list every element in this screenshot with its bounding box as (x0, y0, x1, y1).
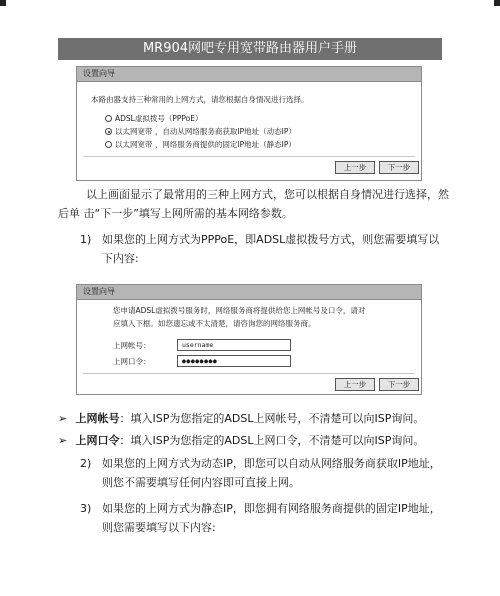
panel-intro-line-2: 应填入下框。如您遗忘或不太清楚，请咨询您的网络服务商。 (113, 319, 316, 328)
bullet-password-text: ：填入ISP为您指定的ADSL上网口令，不清楚可以向ISP询问。 (119, 434, 425, 447)
wizard-panel-connection-type (76, 66, 422, 181)
option-dynamic-ip[interactable] (105, 126, 296, 137)
divider (83, 156, 415, 157)
item-1-number: 1) (80, 233, 92, 246)
item-2-line-2: 则您不需要填写任何内容即可直接上网。 (102, 476, 300, 489)
crop-mark-right (494, 0, 500, 6)
item-2-number: 2) (80, 457, 92, 470)
radio-dynamic-ip[interactable] (105, 128, 112, 135)
item-3-number: 3) (80, 502, 92, 515)
radio-static-ip[interactable] (105, 141, 112, 148)
crop-mark-left (0, 0, 6, 6)
prev-button[interactable]: 上一步 (335, 378, 375, 391)
wizard-panel-pppoe (76, 284, 422, 395)
password-input[interactable]: ●●●●●●●● (177, 355, 291, 367)
paragraph-line-1: 以上画面显示了最常用的三种上网方式，您可以根据自身情况进行选择，然 (86, 188, 449, 201)
paragraph-line-2: 后单 击“下一步”填写上网所需的基本网络参数。 (58, 207, 293, 220)
bullet-password-term: 上网口令 (75, 434, 120, 447)
panel-title: 设置向导 (77, 285, 421, 300)
item-3-line-1: 如果您的上网方式为静态IP，即您拥有网络服务商提供的固定IP地址， (102, 502, 441, 515)
option-static-ip[interactable] (105, 139, 296, 150)
account-label: 上网帐号： (113, 341, 151, 350)
option-pppoe[interactable] (105, 113, 202, 124)
panel-intro-line-1: 您申请ADSL虚拟拨号服务时，网络服务商将提供给您上网帐号及口令，请对 (113, 306, 366, 315)
bullet-account-term: 上网帐号 (75, 412, 120, 425)
arrow-bullet-icon: ➢ (58, 434, 68, 447)
prev-button[interactable]: 上一步 (335, 161, 375, 174)
item-2-line-1: 如果您的上网方式为动态IP，即您可以自动从网络服务商获取IP地址， (102, 457, 441, 470)
option-static-ip-label: 以太网宽带 ，网络服务商提供的固定IP地址（静态IP） (115, 140, 296, 149)
page-header: MR904网吧专用宽带路由器用户手册 (58, 38, 442, 60)
option-pppoe-label: ADSL虚拟拨号（PPPoE） (115, 114, 203, 123)
bullet-password (58, 433, 424, 449)
item-1-line-1: 如果您的上网方式为PPPoE，即ADSL虚拟拨号方式，则您需要填写以 (102, 233, 440, 246)
bullet-account (58, 411, 424, 427)
next-button[interactable]: 下一步 (379, 378, 419, 391)
password-label: 上网口令： (113, 357, 151, 366)
arrow-bullet-icon: ➢ (58, 412, 68, 425)
divider (83, 373, 415, 374)
item-3-line-2: 则您需要填写以下内容: (102, 521, 216, 534)
option-dynamic-ip-label: 以太网宽带 ，自动从网络服务商获取IP地址（动态IP） (115, 127, 296, 136)
account-input[interactable]: username (177, 339, 291, 351)
item-1-line-2: 下内容: (102, 252, 139, 265)
radio-pppoe[interactable] (105, 115, 112, 122)
panel-title: 设置向导 (77, 67, 421, 82)
next-button[interactable]: 下一步 (379, 161, 419, 174)
bullet-account-text: ：填入ISP为您指定的ADSL上网帐号，不清楚可以向ISP询问。 (119, 412, 425, 425)
panel-intro: 本路由器支持三种常用的上网方式，请您根据自身情况进行选择。 (91, 95, 309, 104)
